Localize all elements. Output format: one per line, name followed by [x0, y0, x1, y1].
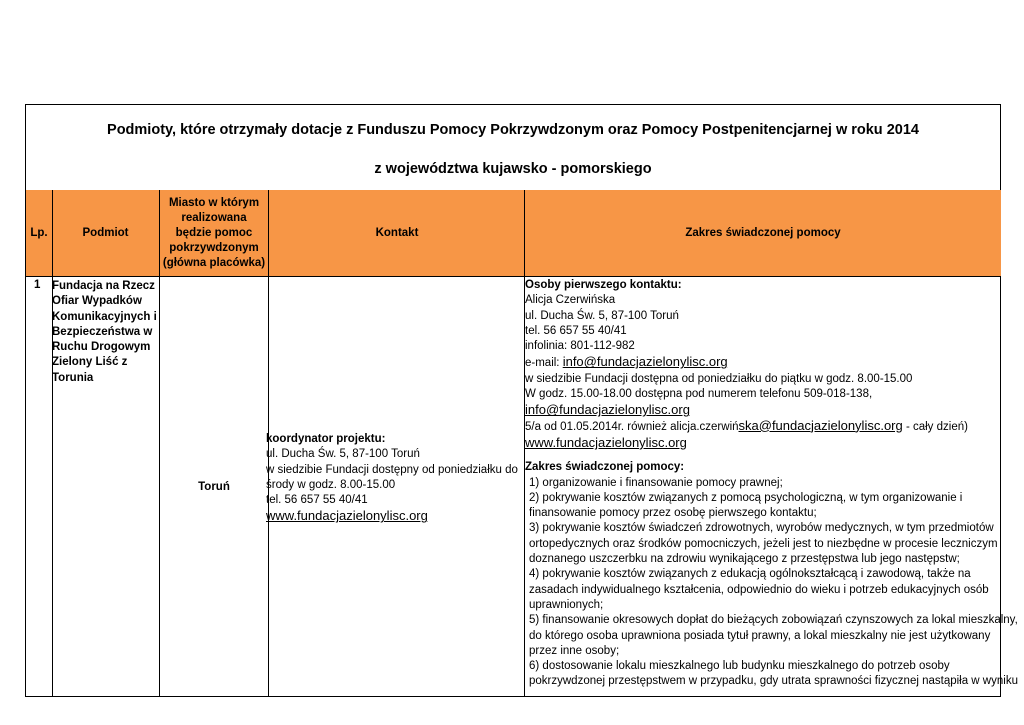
document-title: Podmioty, które otrzymały dotacje z Funduszu Pomocy Pokrzywdzonym oraz Pomocy Postpenitencjarnej w roku 2014	[107, 122, 919, 138]
contact-address: ul. Ducha Św. 5, 87-100 Toruń	[525, 309, 679, 322]
contact-hotline: infolinia: 801-112-982	[525, 340, 635, 353]
entity-name-line: Ofiar Wypadków	[52, 295, 142, 308]
document-table-frame	[25, 104, 1018, 697]
office-hours: w siedzibie Fundacji dostępna od poniedziałku do piątku w godz. 8.00-15.00	[525, 372, 913, 385]
email-link[interactable]: ska@fundacjazielonylisc.org	[738, 417, 903, 433]
coordinator-heading: koordynator projektu:	[266, 433, 386, 445]
scope-item-line: zasadach indywidualnego kształcenia, odpowiednio do wieku i potrzeb edukacyjnych osób	[529, 583, 989, 596]
scope-item-line: pokrzywdzonej przestępstwem w przypadku, gdy utrata sprawności fizycznej nastąpiła w wyniku	[529, 675, 1018, 688]
row-number: 1	[34, 279, 41, 291]
contact-line: środy w godz. 8.00-15.00	[266, 478, 396, 491]
contact-email-line	[525, 354, 1001, 371]
column-divider	[159, 190, 160, 697]
table-header-row	[26, 190, 1001, 277]
scope-item-line: ortopedycznych oraz środków pomocniczych, jeżeli jest to niezbędne w procesie leczniczym	[529, 537, 998, 550]
help-scope-cell	[525, 278, 1018, 690]
entity-name-line: Komunikacyjnych i	[52, 310, 157, 323]
entity-name-line: Zielony Liść z	[52, 356, 128, 369]
scope-item-line: 1) organizowanie i finansowanie pomocy prawnej;	[529, 476, 783, 489]
scope-heading: Zakres świadczonej pomocy:	[525, 461, 685, 474]
scope-item-line: finansowanie pomocy przez osobę pierwszego kontaktu;	[529, 507, 817, 520]
scope-item-line: doznanego uszczerbku na zdrowiu wynikającego z przestępstwa lub jego następstw;	[529, 553, 960, 566]
scope-item-line: uprawnionych;	[529, 598, 604, 611]
email-link[interactable]: info@fundacjazielonylisc.org	[525, 402, 690, 418]
header-kontakt: Kontakt	[375, 226, 419, 239]
additional-email-note	[525, 418, 1001, 435]
scope-list	[525, 476, 1018, 690]
entity-name-line: Torunia	[52, 371, 94, 384]
city: Toruń	[198, 481, 230, 493]
column-divider	[52, 190, 53, 697]
scope-item-line: 3) pokrywanie kosztów świadczeń zdrowotnych, wyrobów medycznych, w tym przedmiotów	[529, 522, 994, 535]
entity-name-line: Bezpieczeństwa w	[52, 325, 153, 338]
document-subtitle: z województwa kujawsko - pomorskiego	[374, 161, 652, 177]
first-contact-heading: Osoby pierwszego kontaktu:	[525, 279, 682, 291]
scope-item-line: przez inne osoby;	[529, 644, 620, 657]
scope-item-line: do którego osoba uprawniona posiada tytuł prawny, a lokal mieszkalny nie jest użytkowany	[529, 629, 991, 642]
contact-line: ul. Ducha Św. 5, 87-100 Toruń	[266, 448, 420, 461]
note-text: 5/a od 01.05.2014r. również alicja.czerwiń	[525, 420, 739, 433]
scope-item-line: 2) pokrywanie kosztów związanych z pomocą psychologiczną, w tym organizowanie i	[529, 491, 963, 504]
contact-phone: tel. 56 657 55 40/41	[525, 324, 627, 337]
website-link[interactable]: www.fundacjazielonylisc.org	[266, 508, 428, 524]
note-text: - cały dzień)	[902, 420, 968, 433]
contact-line: tel. 56 657 55 40/41	[266, 494, 368, 507]
entity-name-line: Fundacja na Rzecz	[52, 280, 155, 292]
scope-item-line: 4) pokrywanie kosztów związanych z edukacją ogólnokształcącą i zawodową, także na	[529, 568, 971, 581]
header-lp: Lp.	[30, 226, 48, 239]
scope-item-line: 6) dostosowanie lokalu mieszkalnego lub budynku mieszkalnego do potrzeb osoby	[529, 660, 950, 673]
phone-hours: W godz. 15.00-18.00 dostępna pod numerem telefonu 509-018-138,	[525, 388, 873, 401]
scope-item-line: 5) finansowanie okresowych dopłat do bieżących zobowiązań czynszowych za lokal mieszkalny,	[529, 614, 1018, 627]
header-zakres: Zakres świadczonej pomocy	[685, 226, 841, 239]
header-miasto: Miasto w którym realizowana będzie pomoc pokrzywdzonym (główna placówka)	[162, 196, 266, 269]
contact-person: Alicja Czerwińska	[525, 294, 616, 307]
entity-name	[52, 279, 157, 386]
contact-line: w siedzibie Fundacji dostępny od poniedziałku do	[266, 463, 518, 476]
email-link[interactable]: info@fundacjazielonylisc.org	[562, 354, 728, 370]
header-podmiot: Podmiot	[82, 226, 129, 239]
entity-name-line: Ruchu Drogowym	[52, 341, 151, 354]
contact-cell	[266, 432, 524, 524]
email-label: e-mail:	[525, 357, 563, 370]
title-block	[26, 105, 1000, 191]
website-link[interactable]: www.fundacjazielonylisc.org	[525, 434, 687, 450]
